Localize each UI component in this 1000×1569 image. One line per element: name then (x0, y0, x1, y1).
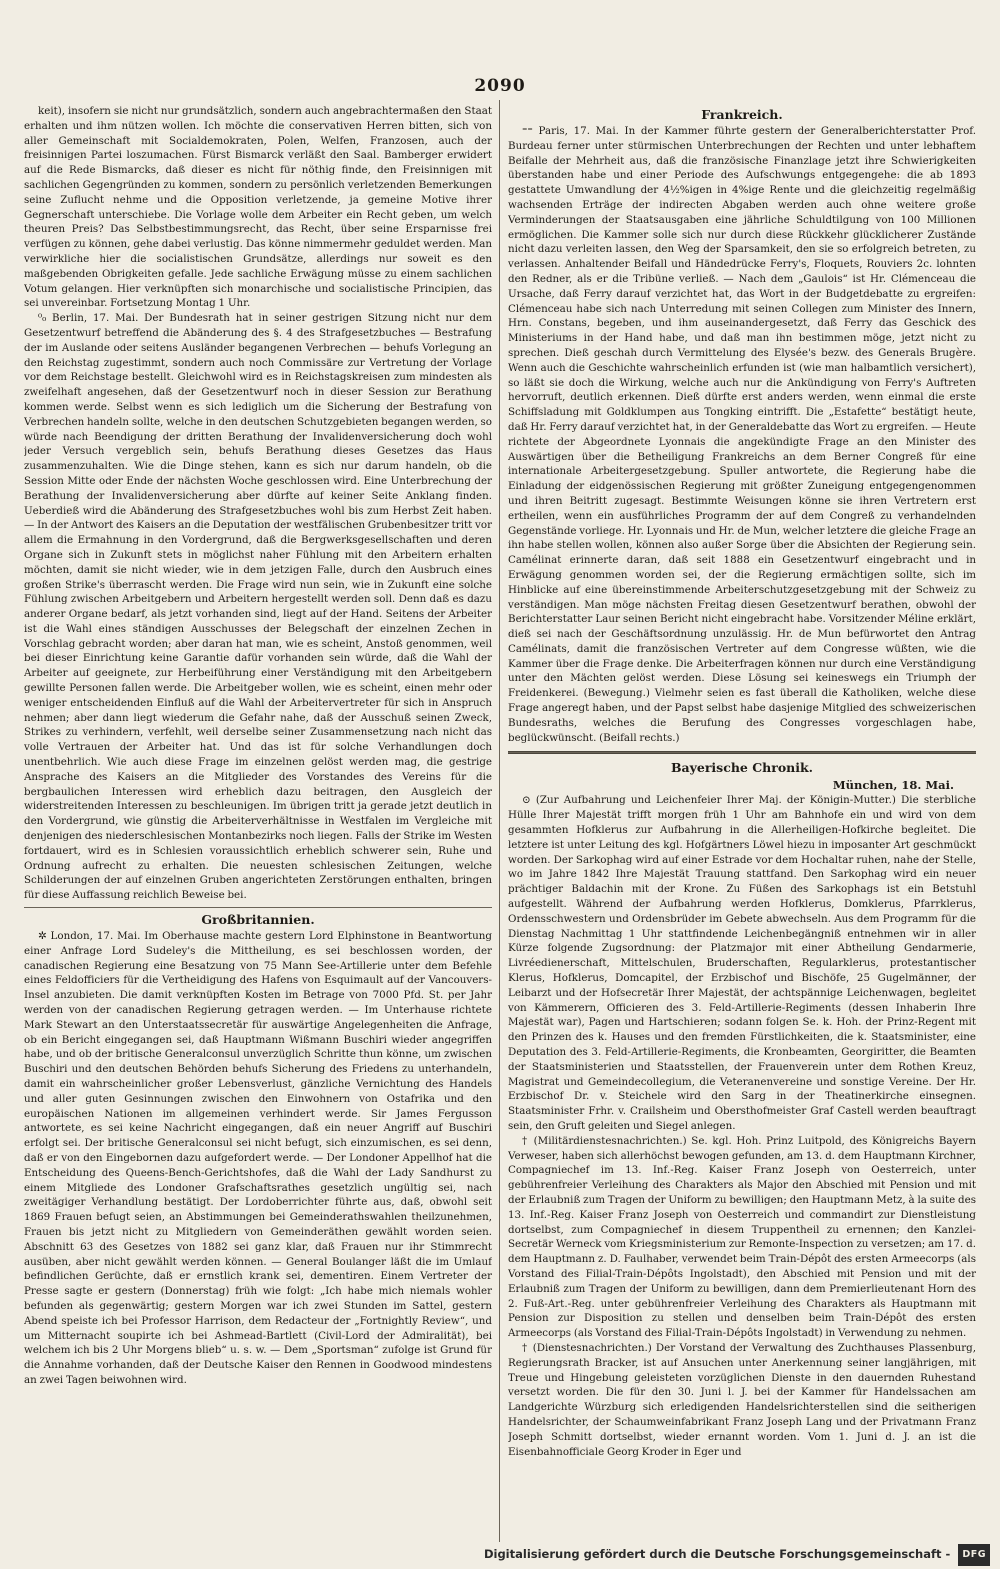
right-column (508, 104, 976, 1540)
article-paragraph-koenigin-mutter: ⊙ (Zur Aufbahrung und Leichenfeier Ihrer Maj. der Königin-Mutter.) Die sterbliche Hülle Ihrer Majestät trifft morgen früh 1 Uhr am Bahnhofe ein und wird von dem gesammten Hofklerus zur Aufbahrung in die Allerheiligen-Hofkirche begleitet. Die letztere ist unter Leitung des kgl. Hofgärtners Löwel hiezu in imposanter Art geschmückt worden. Der Sarkophag wird auf einer Estrade vor dem Hochaltar ruhen, nahe der Stelle, wo im Jahre 1842 Ihre Majestät Trauung stattfand. Den Sarkophag wird ein neuer prächtiger Baldachin mit der Krone. Zu Füßen des Sarkophags ist ein Betstuhl aufgestellt. Während der Aufbahrung werden Hofklerus, Domklerus, Pfarrklerus, Ordensschwestern und Ordensbrüder im Gebete abwechseln. Aus dem Programm für die Dienstag Nachmittag 1 Uhr stattfindende Leichenbegängniß entnehmen wir in aller Kürze folgende Zugsordnung: der Platzmajor mit einer Abtheilung Gendarmerie, Livréedienerschaft, Mittelschulen, Bruderschaften, Regularklerus, protestantischer Klerus, Hofklerus, Domcapitel, der Erzbischof und Bischöfe, 25 Gugelmänner, der Leibarzt und der Hofsecretär Ihrer Majestät, der achtspännige Leichenwagen, begleitet von Kämmerern, Officieren des 3. Feld-Artillerie-Regiments (dessen Inhaberin Ihre Majestät war), Pagen und Hartschieren; sodann folgen Se. k. Hoh. der Prinz-Regent mit den Prinzen des k. Hauses und den fremden Fürstlichkeiten, die k. Staatsminister, eine Deputation des 3. Feld-Artillerie-Regiments, die Kronbeamten, Georgiritter, die Beamten der Staatsministerien und Staatsstellen, der Frauenverein unter dem Rothen Kreuz, Magistrat und Gemeindecollegium, die Veteranenvereine und sonstige Vereine. Der Hr. Erzbischof Dr. v. Steichele wird den Sarg in der Theatinerkirche einsegnen. Staatsminister Frhr. v. Crailsheim und Obersthofmeister Graf Castell werden beauftragt sein, den Gruft geleiten und Siegel anlegen. (508, 794, 976, 1132)
section-divider (508, 751, 976, 754)
left-column (24, 104, 492, 1540)
section-heading-grossbritannien: Großbritannien. (201, 912, 315, 928)
article-paragraph-london: ✲ London, 17. Mai. Im Oberhause machte gestern Lord Elphinstone in Beantwortung einer Anfrage Lord Sudeley's die Mittheilung, es sei beschlossen worden, der canadischen Regierung eine Besatzung von 75 Mann See-Artillerie unter dem Befehle eines Feldofficiers für die Vertheidigung des Hafens von Esquimault auf der Vancouvers-Insel anzubieten. Die damit verknüpften Kosten im Betrage von 7000 Pfd. St. per Jahr werden von der canadischen Regierung getragen werden. — Im Unterhause richtete Mark Stewart an den Unterstaatssecretär für auswärtige Angelegenheiten die Anfrage, ob ein Bericht eingegangen sei, daß Hauptmann Wißmann Buschiri wieder angegriffen habe, und ob der britische Generalconsul unverzüglich Schritte thun könne, um zwischen Buschiri und den deutschen Behörden behufs Sicherung des Friedens zu unterhandeln, damit ein wahrscheinlicher großer Lebensverlust, gänzliche Vernichtung des Handels und aller guten Gesinnungen zwischen den Einwohnern von Ostafrika und den europäischen Nationen im allgemeinen verhindert werde. Sir James Fergusson antwortete, es sei keine Nachricht eingegangen, daß ein neuer Angriff auf Buschiri erfolgt sei. Der britische Generalconsul sei nicht befugt, sich einzumischen, es sei denn, daß er von den Eingebornen dazu aufgefordert werde. — Der Londoner Appellhof hat die Entscheidung des Queens-Bench-Gerichtshofes, daß die Wahl der Lady Sandhurst zu einem Mitgliede des Londoner Grafschaftsrathes gesetzlich ungültig sei, nach zweitägiger Verhandlung bestätigt. Der Lordoberrichter führte aus, daß, obwohl seit 1869 Frauen befugt seien, an Abstimmungen bei Gemeinderathswahlen theilzunehmen, Frauen bis jetzt nicht zu Mitgliedern von Gemeinderäthen gewählt worden seien. Abschnitt 63 des Gesetzes von 1882 sei ganz klar, daß Frauen nur ihr Stimmrecht ausüben, aber nicht gewählt werden können. — General Boulanger läßt die im Umlauf befindlichen Gerüchte, daß er ernstlich krank sei, dementiren. Einem Vertreter der Presse sagte er gestern (Donnerstag) früh wie folgt: „Ich habe mich niemals wohler befunden als gegenwärtig; gestern Morgen war ich zwei Stunden im Sattel, gestern Abend speiste ich bei Professor Harrison, dem Redacteur der „Fortnightly Review“, und um Mitternacht soupirte ich bei Ashmead-Bartlett (Civil-Lord der Admiralität), bei welchem ich bis 2 Uhr Morgens blieb“ u. s. w. — Dem „Sportsman“ zufolge ist Grund für die Annahme vorhanden, daß der Deutsche Kaiser den Rennen in Goodwood mindestens an zwei Tagen beiwohnen wird. (24, 930, 492, 1386)
article-paragraph-dienst: † (Dienstesnachrichten.) Der Vorstand der Verwaltung des Zuchthauses Plassenburg, Regierungsrath Bracker, ist auf Ansuchen unter Anerkennung seiner langjährigen, mit Treue und Hingebung geleisteten vorzüglichen Dienste in den dauernden Ruhestand versetzt worden. Die für den 30. Juni l. J. bei der Kammer für Handelssachen am Landgerichte Würzburg sich erledigenden Handelsrichterstellen sind die seitherigen Handelsrichter, der Schaumweinfabrikant Franz Joseph Lang und der Privatmann Franz Joseph Schmitt dortselbst, wieder ernannt worden. Vom 1. Juni d. J. an ist die Eisenbahnofficiale Georg Kroder in Eger und (508, 1341, 976, 1458)
section-heading-bayerische-chronik: Bayerische Chronik. (670, 760, 814, 776)
article-paragraph-paris: ⁼⁼ Paris, 17. Mai. In der Kammer führte gestern der Generalberichterstatter Prof. Burdeau ferner unter stürmischen Unterbrechungen der Rechten und unter lebhaftem Beifalle der Mehrheit aus, daß die französische Finanzlage jetzt ihre Schwierigkeiten überstanden habe und einer Periode des Aufschwungs entgegengehe: die ab 1893 gestattete Umwandlung der 4½%igen in 4%ige Rente und die gleichzeitig regelmäßig wachsenden Erträge der indirecten Abgaben werden auch ohne weitere große Verminderungen der Staatsausgaben eine jährliche Schuldtilgung von 100 Millionen ermöglichen. Die Kammer solle sich nur durch diese Rückkehr glücklicherer Zustände nicht dazu verleiten lassen, den Weg der Sparsamkeit, den sie so erfolgreich betreten, zu verlassen. Anhaltender Beifall und Händedrücke Ferry's, Floquets, Rouviers 2c. lohnten den Redner, als er die Tribüne verließ. — Nach dem „Gaulois“ ist Hr. Clémenceau die Ursache, daß Ferry darauf verzichtet hat, das Wort in der Budgetdebatte zu ergreifen: Clémenceau habe sich nach Unterredung mit seinen Collegen zum Minister des Innern, Hrn. Constans, begeben, und ihm auseinandergesetzt, daß Ferry das Geschick des Ministeriums in der Hand habe, und daß man ihn bestimmen möge, jetzt nicht zu sprechen. Dieß geschah durch Vermittelung des Elysée's bezw. des Generals Brugère. Wenn auch die Geschichte wahrscheinlich erfunden ist (wie man halbamtlich versichert), so läßt sie doch die Wirkung, welche auch nur die Ankündigung von Ferry's Auftreten hervorruft, deutlich erkennen. Dieß dürfte erst anders werden, wenn einmal die erste Schiffsladung mit Goldklumpen aus Tongking eintrifft. Die „Estafette“ bestätigt heute, daß Hr. Ferry darauf verzichtet hat, in der Generaldebatte das Wort zu ergreifen. — Heute richtete der Abgeordnete Lyonnais die angekündigte Frage an den Minister des Auswärtigen über die Betheiligung Frankreichs an dem Berner Congreß für eine internationale Arbeitergesetzgebung. Spuller antwortete, die Regierung habe die Einladung der eidgenössischen Regierung mit größter Zuneigung entgegengenommen und ihren Beitritt zugesagt. Bestimmte Weisungen könne sie ihren Vertretern erst ertheilen, wenn ein ausführliches Programm der auf dem Congreß zu verhandelnden Gegenstände vorliege. Hr. Lyonnais und Hr. de Mun, welcher letztere die gleiche Frage an ihn habe stellen wollen, können also außer Sorge über die Absichten der Regierung sein. Camélinat erinnerte daran, daß seit 1888 ein Gesetzentwurf eingebracht und in Erwägung genommen worden sei, der die Regierung ermächtigen sollte, sich im Hinblicke auf eine übereinstimmende Arbeiterschutzgesetzgebung mit der Schweiz zu verständigen. Man möge nächsten Freitag diesen Gesetzentwurf berathen, obwohl der Berichterstatter Laur seinen Bericht nicht eingebracht habe. Vorsitzender Méline erklärt, dieß sei nach der Geschäftsordnung unzulässig. Hr. de Mun befürwortet den Antrag Camélinats, damit die französischen Vertreter auf dem Congresse wüßten, wie die Kammer über die Frage denke. Die Arbeiterfragen können nur durch eine Verständigung unter den Mächten gelöst werden. Diese Lösung sei keineswegs ein Triumph der Freidenkerei. (Bewegung.) Vielmehr seien es fast überall die Katholiken, welche diese Frage angeregt haben, und der Papst selbst habe dasjenige Mitglied des schweizerischen Bundesraths, welches die Berufung des Congresses vorgeschlagen habe, beglückwünscht. (Beifall rechts.) (508, 125, 976, 744)
article-paragraph-militaer: † (Militärdienstesnachrichten.) Se. kgl. Hoh. Prinz Luitpold, des Königreichs Bayern Verweser, haben sich allerhöchst bewogen gefunden, am 13. d. dem Hauptmann Kirchner, Compagniechef im 13. Inf.-Reg. Kaiser Franz Joseph von Oesterreich, unter gebührenfreier Verleihung des Charakters als Major den Abschied mit Pension und mit der Erlaubniß zum Tragen der Uniform zu bewilligen; den Hauptmann Metz, à la suite des 13. Inf.-Reg. Kaiser Franz Joseph von Oesterreich und commandirt zur Dienstleistung dortselbst, zum Compagniechef in diesem Truppentheil zu ernennen; den Kanzlei-Secretär Werneck vom Kriegsministerium zur Remonte-Inspection zu versetzen; am 17. d. dem Hauptmann z. D. Faulhaber, verwendet beim Train-Dépôt des ersten Armeecorps (als Vorstand des Filial-Train-Dépôts Ingolstadt), den Abschied mit Pension und mit der Erlaubniß zum Tragen der Uniform zu bewilligen, dann dem Premierlieutenant Horn des 2. Fuß-Art.-Reg. unter gebührenfreier Verleihung des Charakters als Hauptmann mit Pension zur Disposition zu stellen und denselben beim Train-Dépôt des ersten Armeecorps (als Vorstand des Filial-Train-Dépôts Ingolstadt) in Verwendung zu nehmen. (508, 1134, 976, 1340)
credit-text: Digitalisierung gefördert durch die Deutsche Forschungsgemeinschaft - (483, 1547, 951, 1561)
article-paragraph-reichstag: keit), insofern sie nicht nur grundsätzlich, sondern auch angebrachtermaßen den Staat erhalten und ihm nützen wollen. Ich möchte die conservativen Herren bitten, sich von aller Gemeinschaft mit Socialdemokraten, Polen, Welfen, Franzosen, auch der freisinnigen Partei loszumachen. Fürst Bismarck verläßt den Saal. Bamberger erwidert auf die Rede Bismarcks, daß dieser es nicht für nöthig finde, den Freisinnigen mit sachlichen Gegengründen zu kommen, sondern zu persönlich verletzenden Bemerkungen seine Zuflucht nehme und die Opposition verletzende, ja gemeine Motive ihrer Gegnerschaft unterschiebe. Die Vorlage wolle dem Arbeiter ein Recht geben, um welch theuren Preis? Das Selbstbestimmungsrecht, das Recht, über seine Ersparnisse frei verfügen zu können, gehe dabei verlustig. Das könne nimmermehr geduldet werden. Man verwirkliche hier die socialistischen Grundsätze, allerdings nur soweit es den maßgebenden Obrigkeiten gefalle. Jede sachliche Erwägung müsse zu einem sachlichen Votum gelangen. Hier verknüpften sich monarchische und socialistische Principien, das sei unvereinbar. Fortsetzung Montag 1 Uhr. (24, 105, 492, 310)
dateline-muenchen: München, 18. Mai. (832, 778, 954, 793)
digitization-credit (484, 1544, 990, 1564)
article-paragraph-berlin: ⁰₀ Berlin, 17. Mai. Der Bundesrath hat in seiner gestrigen Sitzung nicht nur dem Gesetzentwurf betreffend die Abänderung des §. 4 des Strafgesetzbuches — Bestrafung der im Auslande oder seitens Ausländer begangenen Verbrechen — behufs Vorlegung an den Reichstag zugestimmt, sondern auch noch Commissäre zur Vertretung der Vorlage vor dem Reichstage bestellt. Gleichwohl wird es in Reichstagskreisen zum mindesten als zweifelhaft angesehen, daß der Gesetzentwurf noch in dieser Session zur Berathung kommen werde. Selbst wenn es sich lediglich um die Sicherung der Bestrafung von Verbrechen handeln sollte, welche in den deutschen Schutzgebieten begangen werden, so würde nach Beendigung der dritten Berathung der Invalidenversicherung doch wohl jeder Versuch vergeblich sein, behufs Berathung dieses Gesetzes das Haus zusammenzuhalten. Wie die Dinge stehen, kann es sich nur darum handeln, ob die Session Mitte oder Ende der nächsten Woche geschlossen wird. Eine Unterbrechung der Berathung der Invalidenversicherung aber dürfte auf keiner Seite Anklang finden. Ueberdieß wird die Abänderung des Strafgesetzbuches wohl bis zum Herbst Zeit haben. — In der Antwort des Kaisers an die Deputation der westfälischen Grubenbesitzer tritt vor allem die Ermahnung in den Vordergrund, daß die Bergwerksgesellschaften und deren Organe sich in Zukunft stets in möglichst naher Fühlung mit den Arbeitern erhalten möchten, damit sie nicht wieder, wie in dem jetzigen Falle, durch den Ausbruch eines großen Strike's überrascht werden. Die Frage wird nun sein, wie in Zukunft eine solche Fühlung zwischen Arbeitgebern und Arbeitern hergestellt werden soll. Denn daß es dazu anderer Organe bedarf, als jetzt vorhanden sind, liegt auf der Hand. Seitens der Arbeiter ist die Wahl eines ständigen Ausschusses der Belegschaft der einzelnen Zechen in Vorschlag gebracht worden; aber daran hat man, wie es scheint, Anstoß genommen, weil bei dieser Einrichtung keine Garantie dafür vorhanden sein würde, daß die Wahl der Arbeiter auf geeignete, zur Herbeiführung einer Verständigung mit den Arbeitgebern gewillte Personen fallen werde. Die Arbeitgeber wollen, wie es scheint, einen mehr oder weniger entscheidenden Einfluß auf die Wahl der Arbeitervertreter für sich in Anspruch nehmen; aber dann liegt wiederum die Gefahr nahe, daß der Ausschuß seinen Zweck, Strikes zu verhindern, verfehlt, weil derselbe seiner Zusammensetzung nach nicht das volle Vertrauen der Arbeiter hat. Und das ist für solche Verhandlungen doch unentbehrlich. Wie auch diese Frage im einzelnen gelöst werden mag, die gestrige Ansprache des Kaisers an die Mitglieder des Vorstandes des Vereins für die bergbaulichen Interessen wird erheblich dazu beitragen, den Ausgleich der widerstreitenden Interessen zu beschleunigen. Im übrigen tritt ja gerade jetzt deutlich in den Vordergrund, wie günstig die Arbeiterverhältnisse in Westfalen im Vergleiche mit denjenigen des niederschlesischen Montanbezirks noch liegen. Falls der Strike im Westen fortdauert, wird es in Schlesien voraussichtlich erheblich schwerer sein, Ruhe und Ordnung aufrecht zu erhalten. Die neuesten schlesischen Zeitungen, welche Schilderungen der auf einzelnen Gruben angerichteten Zerstörungen enthalten, bringen für diese Auffassung reichlich Beweise bei. (24, 312, 492, 902)
dfg-logo: DFG (958, 1544, 990, 1566)
section-heading-frankreich: Frankreich. (701, 107, 783, 122)
section-divider (24, 907, 492, 908)
column-divider (499, 100, 500, 1542)
page-number: 2090 (474, 76, 526, 96)
